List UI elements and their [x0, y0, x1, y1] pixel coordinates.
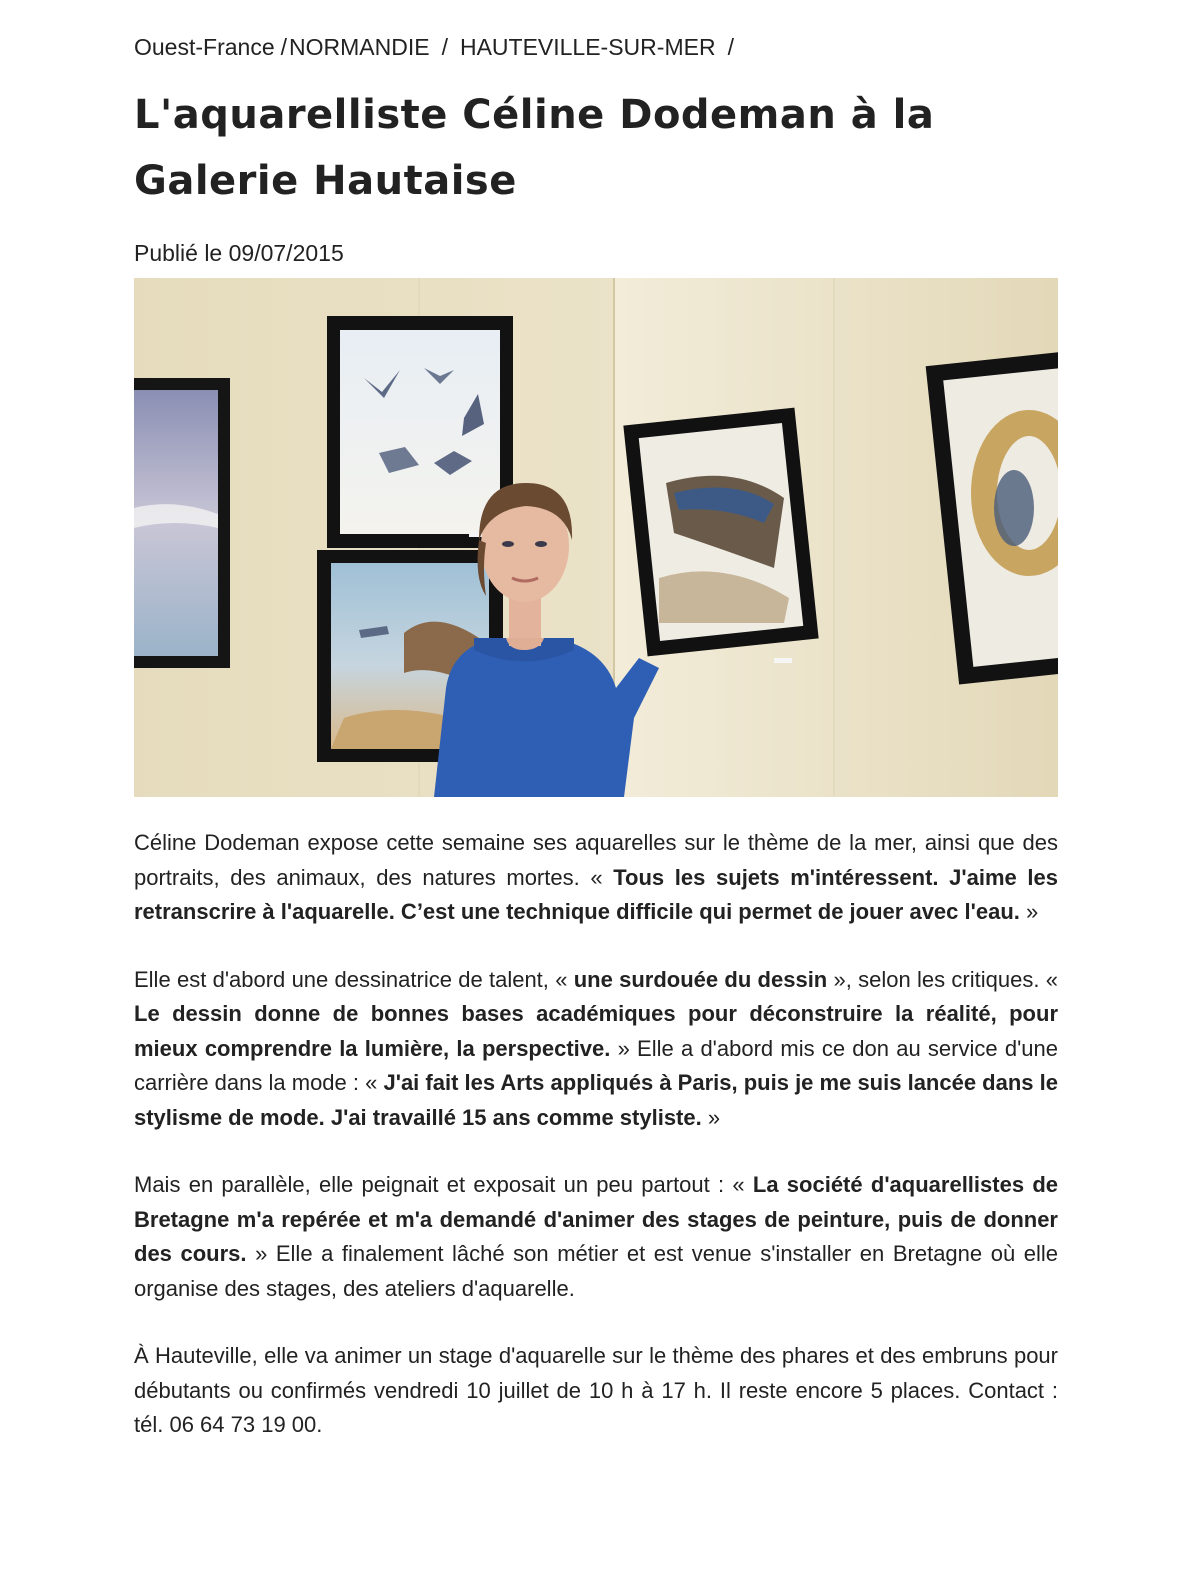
breadcrumb-site[interactable]: Ouest-France — [134, 34, 275, 60]
breadcrumb — [134, 34, 740, 61]
quote-text: une surdouée du dessin — [573, 966, 828, 992]
article-paragraph — [134, 1168, 1058, 1306]
article-paragraph — [134, 826, 1058, 930]
paragraph-text: Mais en parallèle, elle peignait et exposait un peu partout : « — [134, 1172, 753, 1197]
article-title: L'aquarelliste Céline Dodeman à la Galerie Hautaise — [134, 92, 935, 204]
quote-text: J'ai fait les Arts appliqués à Paris, puis je me suis lancée dans le stylisme de mode. J'ai travaillé 15 ans comme styliste. — [134, 1070, 1058, 1130]
paragraph-text: » Elle a finalement lâché son métier et est venue s'installer en Bretagne où elle organise des stages, des ateliers d'aquarelle. — [134, 1241, 1058, 1301]
breadcrumb-separator: / — [727, 34, 734, 60]
quote-text: Le dessin donne de bonnes bases académiques pour déconstruire la réalité, pour mieux comprendre la lumière, la perspective. — [134, 1001, 1058, 1061]
article-body — [134, 826, 1058, 1476]
quote-text: La société d'aquarellistes de Bretagne m'a repérée et m'a demandé d'animer des stages de peinture, puis de donner des cours. — [134, 1172, 1058, 1266]
paragraph-text: Elle est d'abord une dessinatrice de talent, « — [134, 966, 574, 992]
paragraph-text: » — [1019, 899, 1039, 924]
breadcrumb-town[interactable]: HAUTEVILLE-SUR-MER — [459, 34, 716, 60]
breadcrumb-region[interactable]: NORMANDIE — [289, 34, 430, 60]
paragraph-text: » — [701, 1104, 721, 1130]
article-paragraph — [134, 1339, 1058, 1443]
article-photo — [134, 278, 1058, 797]
breadcrumb-separator: / — [441, 34, 448, 60]
breadcrumb-separator: / — [280, 34, 287, 60]
paragraph-text: Céline Dodeman expose cette semaine ses aquarelles sur le thème de la mer, ainsi que des portraits, des animaux, des natures mortes. « — [134, 830, 1058, 890]
quote-text: Tous les sujets m'intéressent. J'aime les retranscrire à l'aquarelle. C’est une technique difficile qui permet de jouer avec l'eau. — [134, 864, 1058, 924]
publication-date: Publié le 09/07/2015 — [134, 240, 344, 266]
paragraph-text: », selon les critiques. « — [827, 966, 1058, 992]
paragraph-text: À Hauteville, elle va animer un stage d'aquarelle sur le thème des phares et des embruns pour débutants ou confirmés vendredi 10 juillet de 10 h à 17 h. Il reste encore 5 places. Contact : tél. 06 64 73 19 00. — [134, 1343, 1058, 1437]
article-paragraph — [134, 963, 1058, 1136]
paragraph-text: » Elle a d'abord mis ce don au service d'une carrière dans la mode : « — [134, 1035, 1058, 1095]
